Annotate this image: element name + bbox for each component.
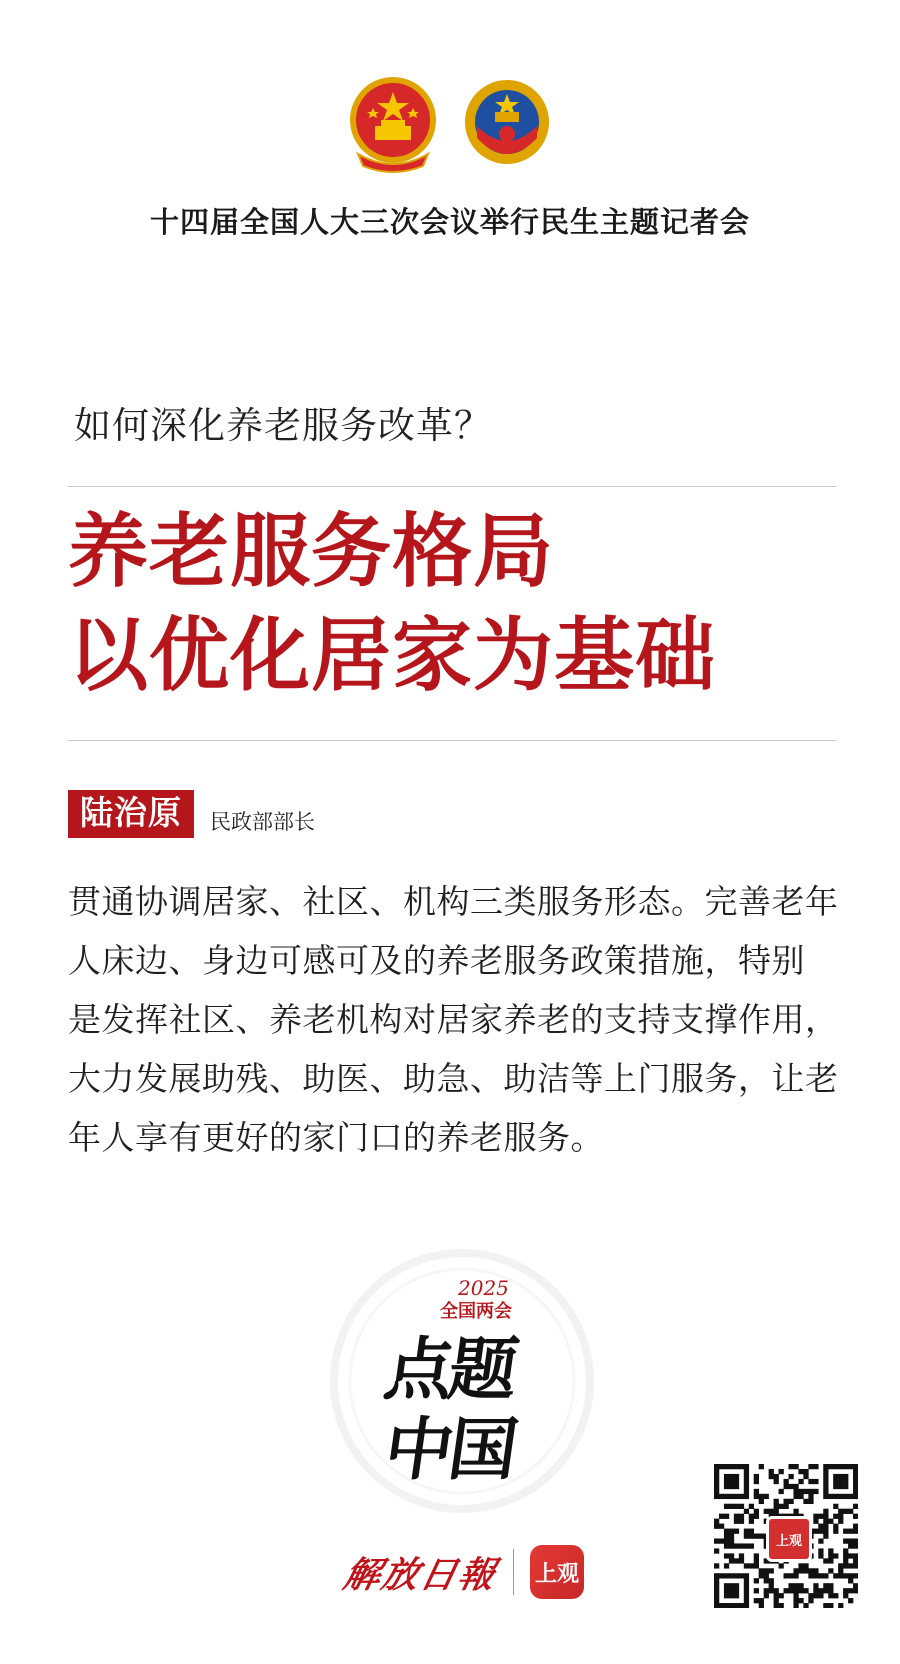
national-emblem-icon [343, 74, 443, 174]
quote-line: 人床边、身边可感可及的养老服务政策措施，特别 [68, 941, 805, 980]
headline [68, 500, 848, 708]
footer-logos [340, 1545, 584, 1599]
qr-center-logo: 上观 [766, 1516, 812, 1562]
badge-year: 2025 [458, 1276, 509, 1300]
quote-line: 贯通协调居家、社区、机构三类服务形态。完善老年 [68, 882, 839, 921]
speaker-row [68, 790, 315, 838]
badge-session: 全国两会 [440, 1301, 512, 1322]
headline-line-1: 养老服务格局 [68, 505, 554, 598]
headline-line-2: 以优化居家为基础 [68, 609, 716, 702]
quote-body [68, 872, 838, 1167]
badge-line-1: 点题 [379, 1331, 519, 1410]
speaker-title: 民政部部长 [210, 810, 315, 834]
divider-bottom [68, 740, 836, 741]
newspaper-logo: 解放日報 [340, 1553, 501, 1596]
quote-line: 是发挥社区、养老机构对居家养老的支持支撑作用， [68, 1000, 839, 1039]
quote-line: 大力发展助残、助医、助急、助洁等上门服务，让老 [68, 1059, 839, 1098]
app-logo[interactable]: 上观 [530, 1545, 584, 1599]
cppcc-emblem-icon [457, 74, 557, 174]
quote-line: 年人享有更好的家门口的养老服务。 [68, 1118, 604, 1157]
question-text: 如何深化养老服务改革？ [74, 404, 492, 447]
emblem-row [0, 74, 900, 174]
event-title: 十四届全国人大三次会议举行民生主题记者会 [149, 205, 750, 239]
logo-divider [513, 1549, 514, 1595]
qr-code[interactable] [714, 1464, 858, 1608]
badge-line-2: 中国 [379, 1411, 519, 1490]
speaker-name: 陆治原 [68, 790, 194, 838]
divider-top [68, 486, 836, 487]
